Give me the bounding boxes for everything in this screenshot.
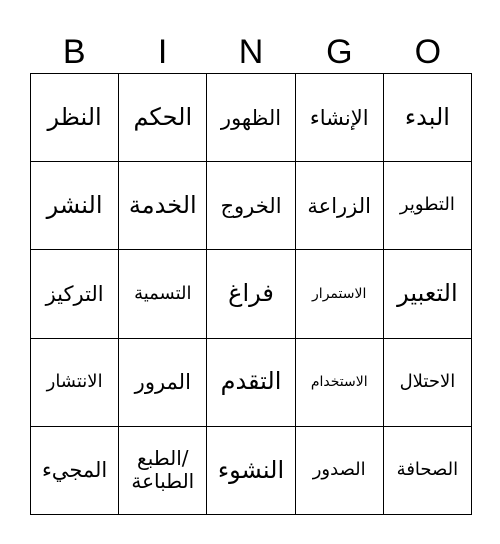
bingo-cell free-space[interactable]: فراغ <box>207 250 295 338</box>
header-letter-o: O <box>414 33 442 71</box>
bingo-cell[interactable]: الزراعة <box>296 162 384 250</box>
bingo-cell[interactable]: التسمية <box>119 250 207 338</box>
bingo-cell[interactable]: المرور <box>119 339 207 427</box>
header-letter-b: B <box>62 33 86 71</box>
bingo-cell[interactable]: النظر <box>31 74 119 162</box>
bingo-grid <box>30 73 472 515</box>
bingo-cell[interactable]: /الطبع الطباعة <box>119 427 207 515</box>
bingo-cell[interactable]: التعبير <box>384 250 472 338</box>
header-letter-i: I <box>157 33 168 71</box>
bingo-cell[interactable]: الاستخدام <box>296 339 384 427</box>
bingo-cell[interactable]: الانتشار <box>31 339 119 427</box>
bingo-cell[interactable]: التقدم <box>207 339 295 427</box>
bingo-header <box>30 30 472 74</box>
bingo-cell[interactable]: الخدمة <box>119 162 207 250</box>
bingo-cell[interactable]: التركيز <box>31 250 119 338</box>
bingo-cell[interactable]: النشوء <box>207 427 295 515</box>
bingo-cell[interactable]: الظهور <box>207 74 295 162</box>
bingo-cell[interactable]: الاستمرار <box>296 250 384 338</box>
bingo-cell[interactable]: الصدور <box>296 427 384 515</box>
bingo-cell[interactable]: النشر <box>31 162 119 250</box>
header-letter-n: N <box>238 33 264 71</box>
bingo-cell[interactable]: المجيء <box>31 427 119 515</box>
bingo-cell[interactable]: التطوير <box>384 162 472 250</box>
bingo-cell[interactable]: الصحافة <box>384 427 472 515</box>
bingo-cell[interactable]: البدء <box>384 74 472 162</box>
bingo-cell[interactable]: الخروج <box>207 162 295 250</box>
bingo-cell[interactable]: الاحتلال <box>384 339 472 427</box>
header-letter-g: G <box>326 33 353 71</box>
bingo-cell[interactable]: الإنشاء <box>296 74 384 162</box>
bingo-cell[interactable]: الحكم <box>119 74 207 162</box>
